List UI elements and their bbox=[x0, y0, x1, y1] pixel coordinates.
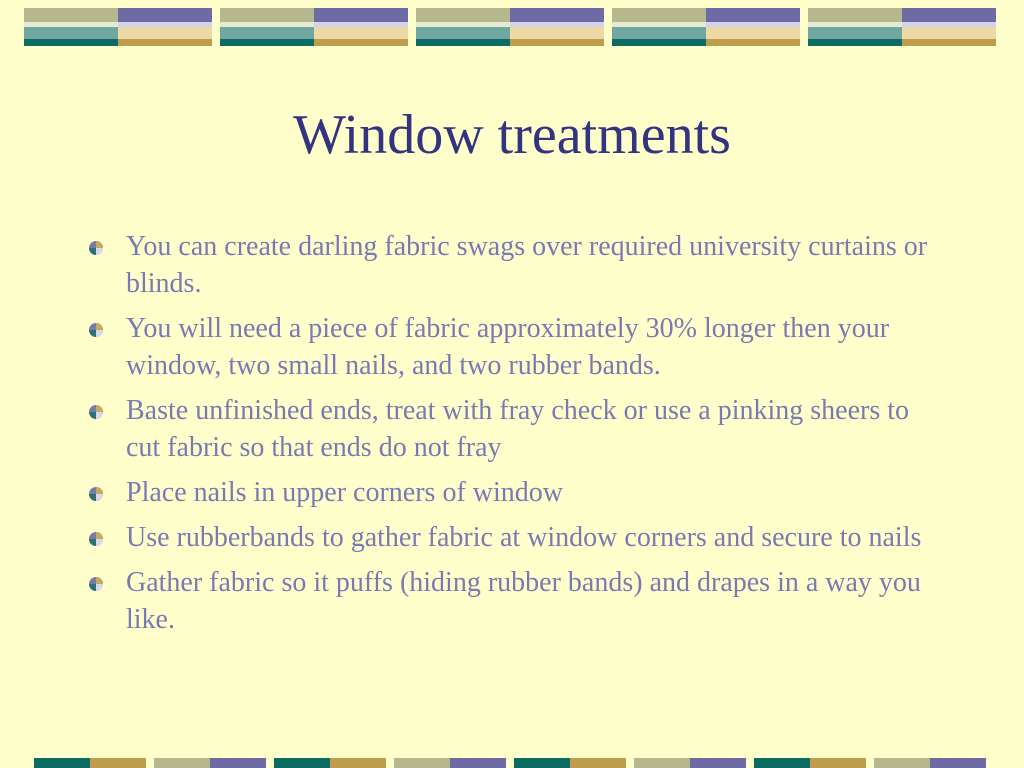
bullet-text: Place nails in upper corners of window bbox=[126, 477, 563, 508]
bullet-text: You can create darling fabric swags over required university curtains or blinds. bbox=[126, 231, 928, 299]
bullet-text: Baste unfinished ends, treat with fray check or use a pinking sheers to cut fabric so that ends do not fray bbox=[126, 395, 910, 463]
bullet-item bbox=[86, 474, 946, 511]
decorative-tile bbox=[24, 8, 212, 46]
bullet-list bbox=[86, 228, 946, 646]
bullet-item bbox=[86, 519, 946, 556]
decorative-tile bbox=[220, 8, 408, 46]
bullet-item bbox=[86, 564, 946, 638]
bottom-decorative-band bbox=[0, 758, 1024, 768]
decorative-tile bbox=[808, 8, 996, 46]
decorative-tile bbox=[612, 8, 800, 46]
bullet-text: Gather fabric so it puffs (hiding rubber bands) and drapes in a way you like. bbox=[126, 567, 921, 635]
bullet-item bbox=[86, 228, 946, 302]
slide-title: Window treatments bbox=[293, 104, 731, 166]
quartered-sphere-bullet-icon bbox=[88, 486, 104, 502]
bullet-item bbox=[86, 392, 946, 466]
bullet-item bbox=[86, 310, 946, 384]
top-decorative-band bbox=[0, 0, 1024, 60]
decorative-tile bbox=[416, 8, 604, 46]
bullet-text: Use rubberbands to gather fabric at window corners and secure to nails bbox=[126, 522, 922, 553]
quartered-sphere-bullet-icon bbox=[88, 531, 104, 547]
quartered-sphere-bullet-icon bbox=[88, 322, 104, 338]
quartered-sphere-bullet-icon bbox=[88, 576, 104, 592]
bullet-text: You will need a piece of fabric approximately 30% longer then your window, two small nails, and two rubber bands. bbox=[126, 313, 890, 381]
quartered-sphere-bullet-icon bbox=[88, 240, 104, 256]
quartered-sphere-bullet-icon bbox=[88, 404, 104, 420]
